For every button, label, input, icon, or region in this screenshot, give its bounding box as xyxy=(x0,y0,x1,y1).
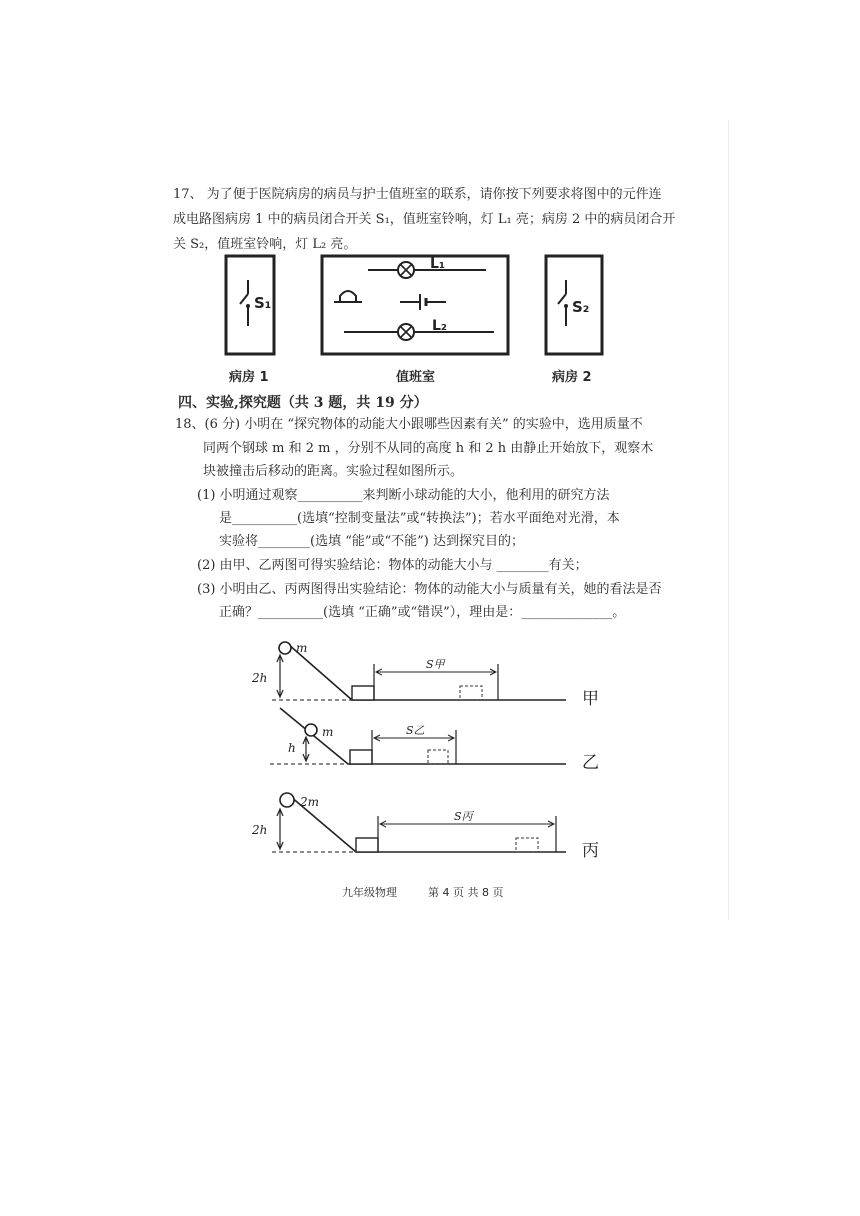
setup-jia xyxy=(272,642,566,700)
q18-intro-3: 块被撞击后移动的距离。实验过程如图所示。 xyxy=(203,464,464,479)
ball-icon xyxy=(280,793,294,807)
q18-intro-1: 18、(6 分) 小明在 “探究物体的动能大小跟哪些因素有关” 的实验中，选用质量不 xyxy=(175,417,643,432)
q18-part1-line2: 是__________(选填“控制变量法”或“转换法”)；若水平面绝对光滑，本 xyxy=(219,511,620,526)
bell-icon xyxy=(334,291,362,302)
q18-part3-line2: 正确？__________(选填 “正确”或“错误”），理由是：______________。 xyxy=(219,605,626,620)
duty-room-label: 值班室 xyxy=(396,370,436,385)
q17-line-3: 关 S₂，值班室铃响，灯 L₂ 亮。 xyxy=(173,237,357,252)
q18-part2: (2) 由甲、乙两图可得实验结论：物体的动能大小与 ________有关； xyxy=(197,558,588,573)
duty-room-box xyxy=(322,256,508,354)
q17-line-2: 成电路图病房 1 中的病员闭合开关 S₁，值班室铃响，灯 L₁ 亮；病房 2 中的病员闭合开 xyxy=(173,212,676,227)
battery-icon xyxy=(400,294,446,310)
mass-label-bing: 2m xyxy=(300,795,320,809)
experiment-figure xyxy=(240,638,620,870)
distance-label-jia: S甲 xyxy=(426,658,445,671)
block-icon xyxy=(350,750,372,764)
distance-label-bing: S丙 xyxy=(454,810,473,823)
ball-icon xyxy=(305,724,317,736)
q18-part1-line3: 实验将________(选填 “能”或“不能”) 达到探究目的； xyxy=(219,534,524,549)
room1-label: 病房 1 xyxy=(229,370,269,385)
ball-icon xyxy=(279,642,291,654)
height-label-bing: 2h xyxy=(252,823,268,837)
mass-label-yi: m xyxy=(322,725,334,739)
s1-label: S₁ xyxy=(254,294,272,312)
distance-label-yi: S乙 xyxy=(406,724,425,737)
q17-line-1: 17、 为了便于医院病房的病员与护士值班室的联系，请你按下列要求将图中的元件连 xyxy=(173,187,662,202)
mass-label-jia: m xyxy=(296,641,308,655)
block-icon xyxy=(356,838,378,852)
footer-page-number: 第 4 页 共 8 页 xyxy=(428,886,504,899)
l2-label: L₂ xyxy=(432,318,448,334)
scan-edge xyxy=(728,120,729,920)
section-heading: 四、实验,探究题（共 3 题，共 19 分） xyxy=(178,395,428,411)
q18-part3-line1: (3) 小明由乙、丙两图得出实验结论：物体的动能大小与质量有关，她的看法是否 xyxy=(197,582,662,597)
q18-part1-line1: (1) 小明通过观察__________来判断小球动能的大小，他利用的研究方法 xyxy=(197,488,610,503)
block-icon xyxy=(352,686,374,700)
q18-intro-2: 同两个钢球 m 和 2 m ，分别不从同的高度 h 和 2 h 由静止开始放下，观察木 xyxy=(203,441,654,456)
circuit-figure xyxy=(220,252,620,362)
s2-label: S₂ xyxy=(572,298,590,316)
height-label-jia: 2h xyxy=(252,671,268,685)
height-label-yi: h xyxy=(288,741,296,755)
tag-yi: 乙 xyxy=(582,753,599,773)
footer-subject: 九年级物理 xyxy=(342,886,397,899)
room2-label: 病房 2 xyxy=(552,370,592,385)
tag-jia: 甲 xyxy=(582,689,599,709)
l1-label: L₁ xyxy=(430,256,446,272)
tag-bing: 丙 xyxy=(582,841,599,861)
